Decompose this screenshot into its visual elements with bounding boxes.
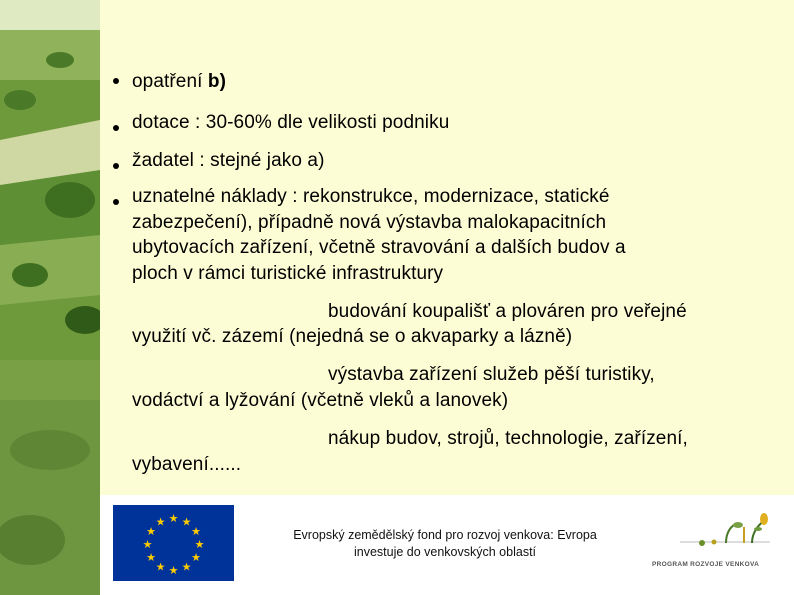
- svg-text:★: ★: [142, 538, 153, 551]
- svg-text:★: ★: [155, 515, 166, 529]
- footer-line: investuje do venkovských oblastí: [353, 545, 537, 559]
- bullet-option-value: b): [207, 71, 227, 92]
- sub-item-line: budování koupališť a plováren pro veřejné: [328, 301, 687, 322]
- footer-caption: [250, 527, 640, 561]
- svg-text:★: ★: [155, 560, 166, 574]
- landscape-photo: [0, 0, 100, 595]
- bullet-option: [132, 69, 226, 94]
- sub-item-line: využití vč. zázemí (nejedná se o akvaparky a lázně): [132, 326, 573, 347]
- svg-text:★: ★: [168, 564, 179, 577]
- slide-content: [100, 0, 794, 492]
- bullet-eligible-costs-line: ubytovacích zařízení, včetně stravování a dalších budov a: [132, 237, 626, 258]
- sub-item-line: nákup budov, strojů, technologie, zařízení,: [328, 428, 688, 449]
- svg-text:★: ★: [181, 560, 192, 574]
- footer-line: Evropský zemědělský fond pro rozvoj venkova: Evropa: [293, 528, 597, 542]
- bullet-icon: [113, 125, 119, 131]
- bullet-icon: [113, 199, 119, 205]
- program-rozvoje-venkova-logo: [640, 509, 790, 585]
- svg-text:★: ★: [194, 538, 205, 551]
- bullet-icon: [113, 163, 119, 169]
- bullet-subsidy: dotace : 30-60% dle velikosti podniku: [132, 112, 450, 133]
- logo-caption: PROGRAM ROZVOJE VENKOVA: [652, 561, 760, 568]
- svg-text:★: ★: [191, 525, 201, 538]
- svg-text:★: ★: [181, 515, 192, 529]
- bullet-eligible-costs-line: uznatelné náklady : rekonstrukce, modernizace, statické: [132, 186, 610, 207]
- footer: [100, 495, 794, 595]
- sub-item-line: vybavení......: [132, 454, 242, 475]
- eu-flag-icon: [113, 505, 234, 581]
- bullet-applicant: žadatel : stejné jako a): [132, 150, 325, 171]
- sub-item-line: vodáctví a lyžování (včetně vleků a lanovek): [132, 390, 509, 411]
- bullet-option-label: opatření: [132, 71, 208, 92]
- svg-text:★: ★: [146, 551, 156, 564]
- bullet-eligible-costs-line: zabezpečení), případně nová výstavba malokapacitních: [132, 212, 607, 233]
- svg-text:★: ★: [191, 551, 201, 564]
- bullet-eligible-costs-line: ploch v rámci turistické infrastruktury: [132, 263, 444, 284]
- svg-text:★: ★: [146, 525, 156, 538]
- bullet-icon: [113, 78, 119, 84]
- svg-text:★: ★: [168, 512, 179, 525]
- sub-item-line: výstavba zařízení služeb pěší turistiky,: [328, 364, 655, 385]
